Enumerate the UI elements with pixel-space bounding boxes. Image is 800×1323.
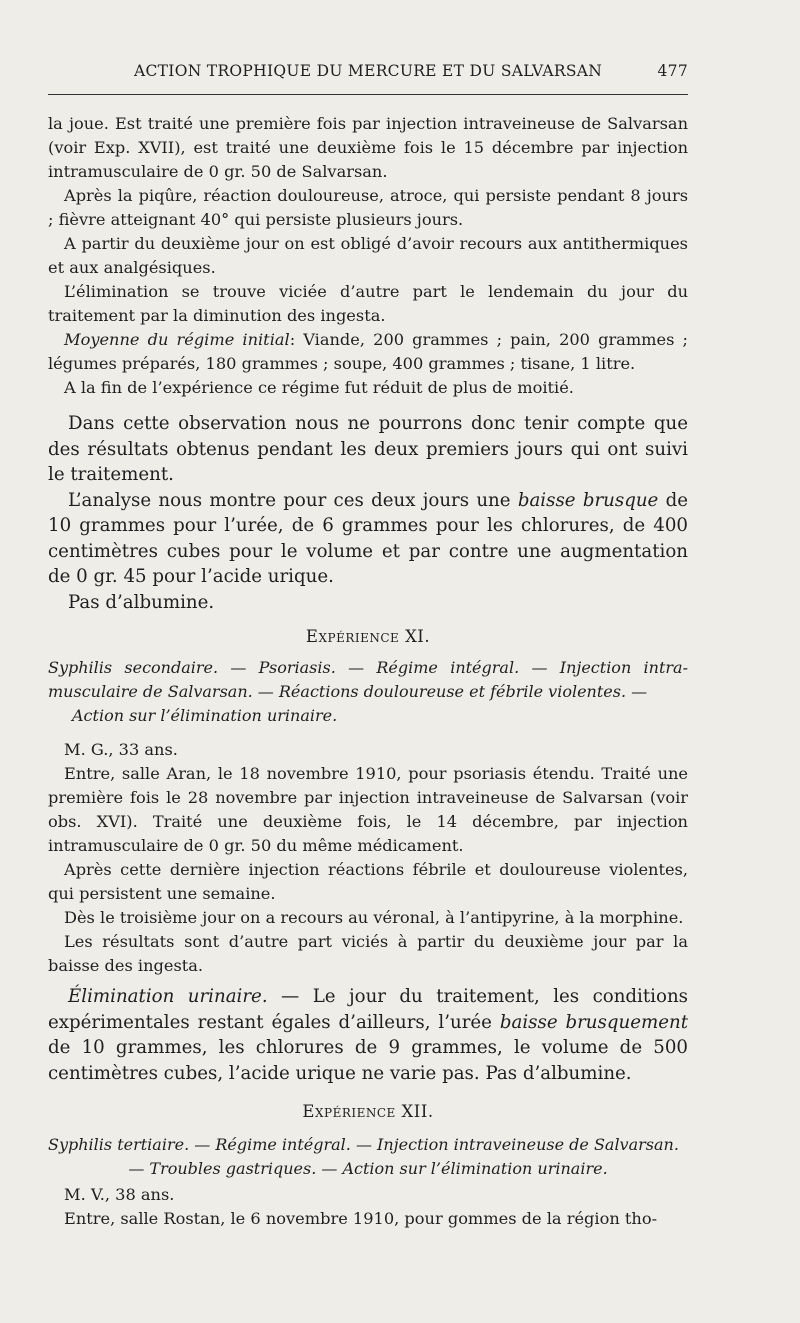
page-number: 477 bbox=[657, 62, 688, 80]
paragraph: A la fin de l’expérience ce régime fut réduit de plus de moitié. bbox=[64, 378, 574, 397]
diet-text: : Viande, 200 grammes ; pain, 200 grammes ; légumes préparés, 180 grammes ; soupe, 400 grammes ; tisane, 1 litre. bbox=[48, 330, 688, 373]
text-run: de 10 grammes pour l’urée, de 6 grammes pour les chlorures, de 400 centimètres cubes pour le volume et par contre une augmentation de 0 gr. 45 pour l’acide urique. bbox=[48, 489, 689, 587]
paragraph: L’élimination se trouve viciée d’autre part le lendemain du jour du traitement par la diminution des ingesta. bbox=[48, 282, 688, 325]
commentary bbox=[48, 411, 688, 615]
paragraph: Après cette dernière injection réactions fébrile et douloureuse violentes, qui persistent une semaine. bbox=[48, 860, 688, 903]
page-body bbox=[48, 112, 688, 1231]
exp10-continuation bbox=[48, 112, 688, 400]
paragraph: A partir du deuxième jour on est obligé d’avoir recours aux antithermiques et aux analgésiques. bbox=[48, 234, 688, 277]
summary-line: — Troubles gastriques. — Action sur l’élimination urinaire. bbox=[128, 1159, 608, 1178]
diet-label: Moyenne du régime initial bbox=[64, 330, 290, 349]
exp12-summary bbox=[48, 1133, 688, 1181]
exp11-elimination bbox=[48, 984, 688, 1086]
text-run: — Le jour du traitement, les conditions expérimentales restant égales d’ailleurs, l’urée bbox=[48, 986, 689, 1033]
summary-line: Action sur l’élimination urinaire. bbox=[72, 706, 338, 725]
patient-id: M. G., 33 ans. bbox=[64, 740, 178, 759]
paragraph: Dès le troisième jour on a recours au véronal, à l’antipyrine, à la morphine. bbox=[64, 908, 684, 927]
summary-line: Syphilis secondaire. — Psoriasis. — Régime intégral. — Injection intra-musculaire de Salvarsan. — Réactions douloureuse et fébrile violentes. — bbox=[48, 658, 688, 701]
exp11-body bbox=[48, 738, 688, 978]
running-header bbox=[48, 62, 688, 84]
text-run: de 10 grammes, les chlorures de 9 grammes, le volume de 500 centimètres cubes, l’acide urique ne varie pas. Pas d’albumine. bbox=[48, 1037, 688, 1084]
paragraph: Après la piqûre, réaction douloureuse, atroce, qui persiste pendant 8 jours ; fièvre atteignant 40° qui persiste plusieurs jours. bbox=[48, 186, 688, 229]
paragraph-diet bbox=[48, 328, 688, 376]
paragraph: Pas d’albumine. bbox=[68, 591, 215, 613]
section-heading-exp12: Expérience XII. bbox=[302, 1102, 434, 1121]
emphasis: baisse brusque bbox=[517, 489, 659, 511]
patient-id: M. V., 38 ans. bbox=[64, 1185, 175, 1204]
section-heading-exp11: Expérience XI. bbox=[305, 627, 431, 646]
header-rule bbox=[48, 94, 688, 95]
paragraph-analysis bbox=[48, 488, 688, 590]
paragraph: Entre, salle Rostan, le 6 novembre 1910, pour gommes de la région tho- bbox=[64, 1209, 658, 1228]
paragraph: Les résultats sont d’autre part viciés à partir du deuxième jour par la baisse des ingesta. bbox=[48, 932, 688, 975]
elimination-label: Élimination urinaire. bbox=[68, 986, 268, 1007]
paragraph-elimination bbox=[48, 984, 688, 1086]
exp11-summary bbox=[48, 656, 688, 728]
paragraph: Dans cette observation nous ne pourrons donc tenir compte que des résultats obtenus pendant les deux premiers jours qui ont suivi le traitement. bbox=[48, 413, 688, 485]
paragraph: Entre, salle Aran, le 18 novembre 1910, pour psoriasis étendu. Traité une première fois le 28 novembre par injection intraveineuse de Salvarsan (voir obs. XVI). Traité une deuxième fois, le 14 décembre, par injection intramusculaire de 0 gr. 50 du même médicament. bbox=[48, 764, 688, 855]
exp12-body bbox=[48, 1183, 688, 1231]
running-title: ACTION TROPHIQUE DU MERCURE ET DU SALVARSAN bbox=[134, 62, 603, 80]
text-run: L’analyse nous montre pour ces deux jours une bbox=[68, 489, 518, 511]
emphasis: baisse brusquement bbox=[499, 1011, 688, 1033]
paragraph: la joue. Est traité une première fois par injection intraveineuse de Salvarsan (voir Exp. XVII), est traité une deuxième fois le 15 décembre par injection intramusculaire de 0 gr. 50 de Salvarsan. bbox=[48, 114, 688, 181]
summary-line: Syphilis tertiaire. — Régime intégral. — Injection intraveineuse de Salvarsan. bbox=[48, 1135, 679, 1154]
